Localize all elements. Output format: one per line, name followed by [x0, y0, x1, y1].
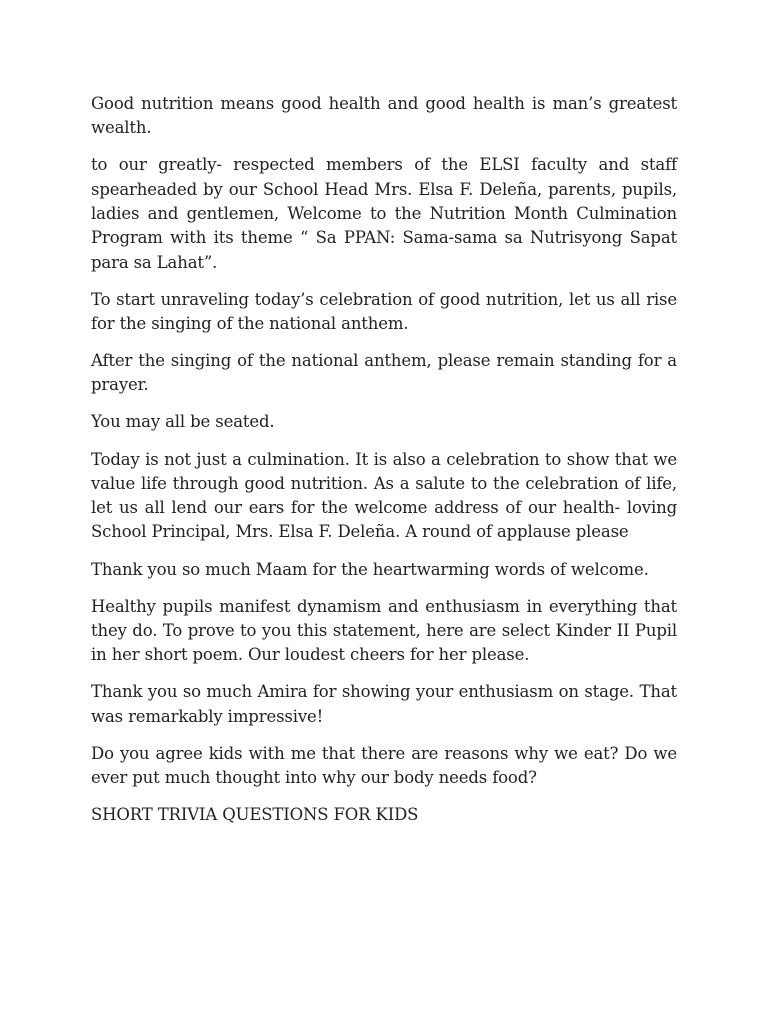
- paragraph-opening-quote: Good nutrition means good health and good health is man’s greatest wealth.: [91, 94, 677, 138]
- paragraph-kinder-poem: Healthy pupils manifest dynamism and enthusiasm in everything that they do. To prove to you this statement, here are select Kinder II Pupil in her short poem. Our loudest cheers for her please.: [91, 596, 677, 665]
- paragraph-be-seated: You may all be seated.: [91, 412, 275, 432]
- paragraph-national-anthem: To start unraveling today’s celebration of good nutrition, let us all rise for the singing of the national anthem.: [91, 289, 677, 333]
- paragraph-reasons-why-we-eat: Do you agree kids with me that there are reasons why we eat? Do we ever put much thought into why our body needs food?: [91, 743, 677, 787]
- document-page: [91, 92, 677, 827]
- paragraph-thank-you-amira: Thank you so much Amira for showing your enthusiasm on stage. That was remarkably impressive!: [91, 682, 677, 726]
- section-heading-trivia: SHORT TRIVIA QUESTIONS FOR KIDS: [91, 805, 419, 825]
- paragraph-welcome-address: Today is not just a culmination. It is also a celebration to show that we value life through good nutrition. As a salute to the celebration of life, let us all lend our ears for the welcome address of our health- loving School Principal, Mrs. Elsa F. Deleña. A round of applause please: [91, 449, 677, 542]
- paragraph-prayer: After the singing of the national anthem, please remain standing for a prayer.: [91, 351, 677, 395]
- paragraph-thank-you-maam: Thank you so much Maam for the heartwarming words of welcome.: [91, 559, 649, 579]
- paragraph-welcome: to our greatly- respected members of the ELSI faculty and staff spearheaded by our School Head Mrs. Elsa F. Deleña, parents, pupils, ladies and gentlemen, Welcome to the Nutrition Month Culmination Program with its theme “ Sa PPAN: Sama-sama sa Nutrisyong Sapat para sa Lahat”.: [91, 155, 677, 272]
